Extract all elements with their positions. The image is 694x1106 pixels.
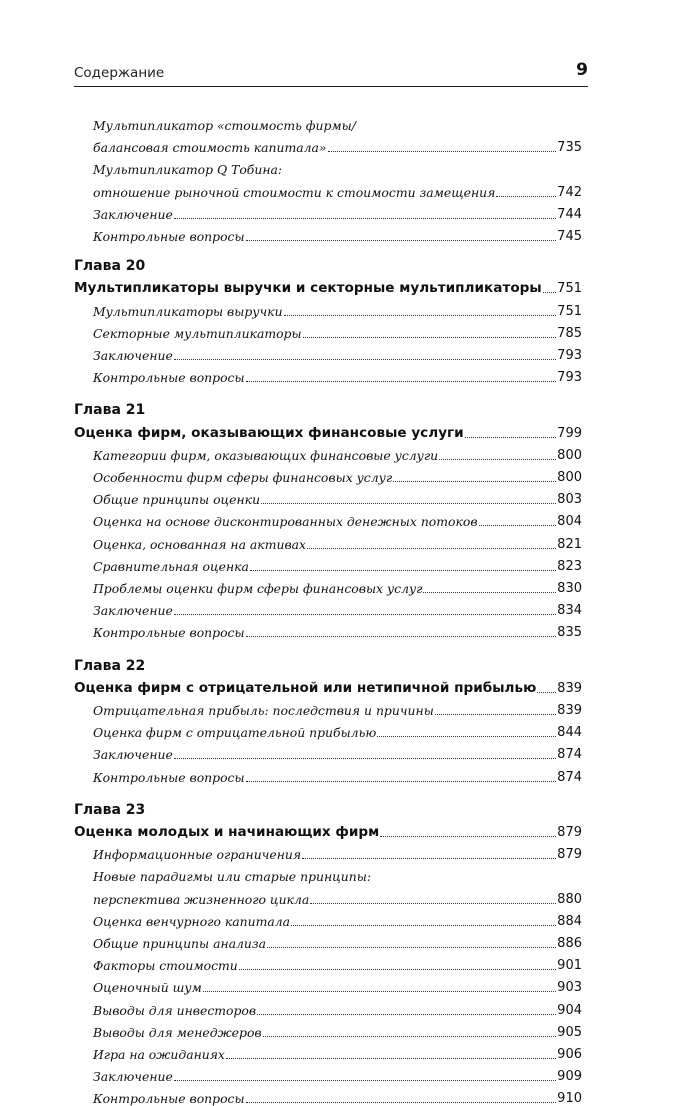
dot-leader	[174, 758, 556, 759]
toc-entry-page-number: 886	[557, 936, 582, 951]
chapter-heading-label: Глава 22	[74, 657, 146, 674]
toc-entry-label: Заключение	[93, 206, 173, 222]
toc-entry-page-number: 874	[557, 747, 582, 763]
toc-entry	[74, 1086, 582, 1106]
dot-leader	[328, 151, 557, 152]
toc-entry	[74, 224, 582, 244]
toc-entry-label: Новые парадигмы или старые принципы:	[93, 869, 372, 885]
toc-entry-page-number: 910	[557, 1091, 582, 1106]
dot-leader	[537, 692, 556, 693]
dot-leader	[307, 548, 556, 549]
toc-entry	[74, 202, 582, 222]
toc-entry	[74, 1064, 582, 1084]
chapter-heading-label: Глава 23	[74, 801, 146, 818]
chapter-heading	[74, 398, 582, 418]
dot-leader	[174, 1080, 556, 1081]
toc-entry	[74, 620, 582, 640]
toc-entry-label: Выводы для инвесторов	[93, 1002, 257, 1018]
toc-entry-label: Контрольные вопросы	[93, 1091, 245, 1106]
chapter-title-label: Оценка фирм, оказывающих финансовые услуги	[74, 424, 464, 441]
toc-entry	[74, 443, 582, 463]
toc-entry-label: Информационные ограничения	[93, 847, 302, 863]
toc-entry	[74, 975, 582, 995]
toc-entry	[74, 321, 582, 341]
chapter-title	[74, 276, 582, 296]
chapter-title-page-number: 799	[557, 425, 582, 441]
toc-entry-page-number: 901	[557, 958, 582, 974]
toc-entry	[74, 720, 582, 740]
toc-entry-label: Контрольные вопросы	[93, 229, 245, 244]
toc-entry-label: Оценочный шум	[93, 980, 202, 996]
toc-entry	[74, 343, 582, 363]
dot-leader	[226, 1058, 556, 1059]
toc-entry-page-number: 879	[557, 847, 582, 863]
chapter-title	[74, 421, 582, 441]
toc-entry	[74, 135, 582, 155]
toc-entry	[74, 698, 582, 718]
toc-entry-page-number: 735	[557, 140, 582, 156]
toc-entry-page-number: 835	[557, 625, 582, 641]
toc-entry	[74, 465, 582, 485]
toc-entry-page-number: 906	[557, 1047, 582, 1062]
toc-entry-line-label: Мультипликатор «стоимость фирмы/	[93, 118, 356, 133]
chapter-heading	[74, 254, 582, 274]
toc-entry-label: перспектива жизненного цикла	[93, 891, 310, 907]
toc-entry-page-number: 785	[557, 325, 582, 341]
toc-entry-label: отношение рыночной стоимости к стоимости замещения	[93, 184, 496, 200]
toc-entry-label: Сравнительная оценка	[93, 558, 249, 574]
dot-leader	[257, 1014, 556, 1015]
chapter-title-label: Мультипликаторы выручки и секторные мультипликаторы	[74, 280, 542, 297]
toc-entry	[74, 742, 582, 762]
chapter-heading-label: Глава 21	[74, 402, 146, 419]
toc-entry-page-number: 744	[557, 206, 582, 222]
toc-entry-page-number: 839	[557, 703, 582, 718]
toc-entry-label: Выводы для менеджеров	[93, 1024, 262, 1040]
toc-entry-page-number: 800	[557, 470, 582, 485]
dot-leader	[377, 736, 556, 737]
toc-entry-page-number: 800	[557, 447, 582, 463]
chapter-title-page-number: 751	[557, 281, 582, 297]
dot-leader	[246, 636, 557, 637]
dot-leader	[250, 570, 556, 571]
toc-entry	[74, 1020, 582, 1040]
toc-entry	[74, 299, 582, 319]
dot-leader	[174, 359, 556, 360]
toc-entry-label: Заключение	[93, 1069, 173, 1085]
toc-entry-label: Игра на ожиданиях	[93, 1047, 225, 1062]
toc-entry-label: Оценка, основанная на активах	[93, 536, 307, 552]
dot-leader	[246, 381, 557, 382]
toc-entry-page-number: 793	[557, 370, 582, 386]
dot-leader	[246, 1102, 557, 1103]
page-number: 9	[576, 60, 588, 80]
toc-entry-page-number: 880	[557, 891, 582, 907]
chapter-title-label: Оценка молодых и начинающих фирм	[74, 824, 380, 840]
dot-leader	[543, 292, 556, 293]
toc-entry	[74, 180, 582, 200]
toc-entry-label: Проблемы оценки фирм сферы финансовых услуг	[93, 581, 423, 596]
toc-entry	[74, 931, 582, 951]
toc-entry-page-number: 793	[557, 348, 582, 363]
dot-leader	[174, 614, 556, 615]
dot-leader	[310, 903, 556, 904]
toc-entry-page-number: 804	[557, 514, 582, 530]
running-header-title: Содержание	[74, 65, 165, 81]
chapter-title	[74, 676, 582, 696]
toc-entry-page-number: 844	[557, 725, 582, 741]
toc-entry-page-number: 745	[557, 229, 582, 244]
toc-entry	[74, 365, 582, 385]
toc-entry	[74, 842, 582, 862]
chapter-heading-label: Глава 20	[74, 258, 146, 275]
dot-leader	[423, 592, 556, 593]
dot-leader	[393, 481, 556, 482]
toc-entry	[74, 864, 582, 884]
toc-entry-label: Общие принципы анализа	[93, 936, 267, 951]
toc-entry-page-number: 821	[557, 536, 582, 552]
dot-leader	[303, 337, 557, 338]
toc-entry-page-number: 834	[557, 603, 582, 619]
toc-entry-page-number: 742	[557, 184, 582, 200]
toc-entry	[74, 765, 582, 785]
chapter-title	[74, 820, 582, 840]
toc-entry	[74, 998, 582, 1018]
dot-leader	[246, 781, 557, 782]
dot-leader	[302, 858, 556, 859]
dot-leader	[380, 836, 556, 837]
toc-entry-label: Заключение	[93, 348, 173, 363]
toc-entry-label: Отрицательная прибыль: последствия и причины	[93, 703, 434, 718]
toc-entry-label: Секторные мультипликаторы	[93, 325, 302, 341]
toc-entry-label: Факторы стоимости	[93, 958, 238, 974]
toc-entry-label: Категории фирм, оказывающих финансовые услуги	[93, 447, 439, 463]
toc-entry-label: Заключение	[93, 747, 173, 763]
toc-entry	[74, 509, 582, 529]
dot-leader	[261, 503, 556, 504]
toc-entry	[74, 532, 582, 552]
dot-leader	[496, 196, 556, 197]
toc-entry-label: Контрольные вопросы	[93, 370, 245, 386]
toc-entry-page-number: 830	[557, 581, 582, 596]
toc-entry	[74, 554, 582, 574]
toc-entry	[74, 1042, 582, 1062]
toc-entry-label: Оценка на основе дисконтированных денежных потоков	[93, 514, 478, 530]
toc-entry-page-number: 909	[557, 1069, 582, 1085]
toc-entry-line-label: Мультипликатор Q Тобина:	[93, 162, 283, 178]
dot-leader	[439, 459, 556, 460]
dot-leader	[291, 925, 556, 926]
toc-entry-page-number: 751	[557, 303, 582, 319]
dot-leader	[263, 1036, 557, 1037]
toc-entry-label: Оценка венчурного капитала	[93, 913, 290, 929]
chapter-title-label: Оценка фирм с отрицательной или нетипичной прибылью	[74, 679, 537, 696]
chapter-heading	[74, 654, 582, 674]
toc-entry	[74, 576, 582, 596]
dot-leader	[267, 947, 556, 948]
dot-leader	[465, 437, 556, 438]
dot-leader	[174, 218, 556, 219]
chapter-title-page-number: 879	[557, 825, 582, 840]
toc-entry-page-number: 874	[557, 769, 582, 785]
toc-entry-label: Общие принципы оценки	[93, 492, 261, 508]
toc-entry-page-number: 884	[557, 913, 582, 929]
toc-entry	[74, 953, 582, 973]
toc-entry-label: Контрольные вопросы	[93, 769, 245, 785]
toc-entry-page-number: 905	[557, 1024, 582, 1040]
toc-entry	[74, 887, 582, 907]
running-header	[74, 60, 588, 87]
toc-entry	[74, 487, 582, 507]
toc-entry-line	[74, 157, 582, 177]
toc-entry-label: Контрольные вопросы	[93, 625, 245, 641]
toc-entry-page-number: 803	[557, 492, 582, 508]
dot-leader	[239, 969, 556, 970]
dot-leader	[246, 240, 557, 241]
toc-entry-label: Заключение	[93, 603, 173, 619]
dot-leader	[284, 315, 557, 316]
toc-entry	[74, 598, 582, 618]
dot-leader	[435, 714, 556, 715]
toc-entry-page-number: 903	[557, 980, 582, 996]
toc-entry-page-number: 823	[557, 558, 582, 574]
dot-leader	[479, 525, 557, 526]
toc-entry-label: Оценка фирм с отрицательной прибылью	[93, 725, 377, 741]
toc-entry	[74, 909, 582, 929]
toc-entry-line	[74, 113, 582, 133]
toc-entry-page-number: 904	[557, 1002, 582, 1018]
dot-leader	[203, 991, 556, 992]
toc-entry-label: Мультипликаторы выручки	[93, 303, 283, 319]
toc-entry-label: балансовая стоимость капитала»	[93, 140, 327, 156]
toc-entry-label: Особенности фирм сферы финансовых услуг	[93, 470, 393, 485]
chapter-heading	[74, 798, 582, 818]
chapter-title-page-number: 839	[557, 680, 582, 696]
